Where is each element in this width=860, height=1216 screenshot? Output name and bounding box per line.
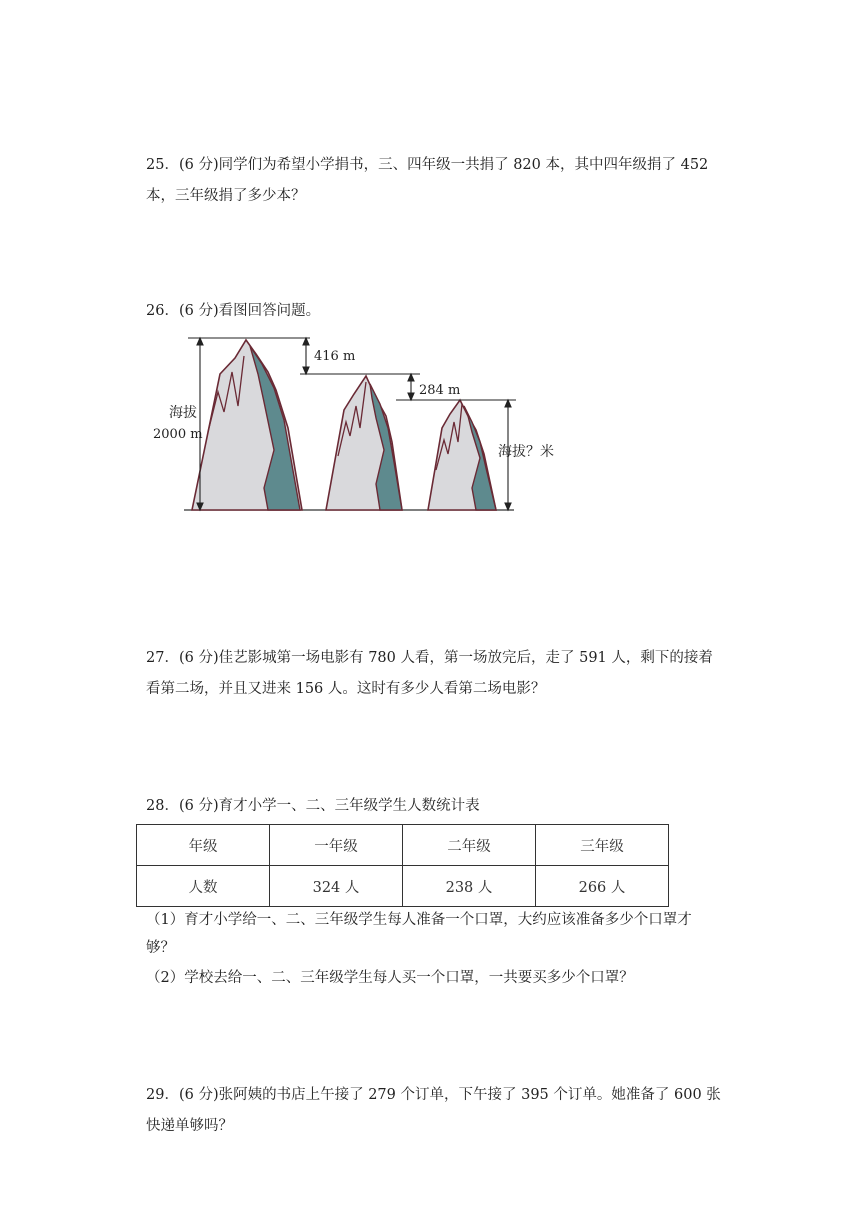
- q29-text-line2: 快递单够吗？: [146, 1118, 233, 1134]
- mountain-3: [428, 400, 496, 510]
- mountain-figure: [153, 332, 554, 518]
- q28-sub2: （2）学校去给一、二、三年级学生每人买一个口罩，一共要买多少个口罩？: [146, 970, 634, 986]
- right-label: 海拔？米: [498, 444, 554, 460]
- left-label-1: 海拔: [169, 405, 197, 421]
- q28-sub1-line2: 够？: [146, 940, 175, 956]
- table-cell: 二年级: [403, 825, 536, 866]
- student-count-table: [136, 824, 669, 907]
- label-284: 284 m: [419, 383, 461, 398]
- q28-title: 28．(6 分)育才小学一、二、三年级学生人数统计表: [146, 798, 480, 814]
- mountain-2: [326, 376, 402, 510]
- table-cell: 324 人: [270, 866, 403, 907]
- q25-text-line2: 本，三年级捐了多少本？: [146, 188, 306, 204]
- left-label-2: 2000 m: [153, 427, 203, 442]
- q27-text-line2: 看第二场，并且又进来 156 人。这时有多少人看第二场电影？: [146, 681, 546, 697]
- q25-text-line1: 25．(6 分)同学们为希望小学捐书，三、四年级一共捐了 820 本，其中四年级捐了 452: [146, 157, 709, 173]
- q27-text-line1: 27．(6 分)佳艺影城第一场电影有 780 人看，第一场放完后，走了 591 人，剩下的接着: [146, 650, 713, 666]
- label-416: 416 m: [314, 349, 356, 364]
- q29-text-line1: 29．(6 分)张阿姨的书店上午接了 279 个订单，下午接了 395 个订单。她准备了 600 张: [146, 1087, 721, 1103]
- q26-title: 26．(6 分)看图回答问题。: [146, 303, 321, 319]
- mountain-1: [192, 340, 302, 510]
- q28-sub1-line1: （1）育才小学给一、二、三年级学生每人准备一个口罩，大约应该准备多少个口罩才: [146, 912, 692, 928]
- table-cell: 266 人: [536, 866, 669, 907]
- table-row: [137, 825, 669, 866]
- table-row: [137, 866, 669, 907]
- table-cell: 三年级: [536, 825, 669, 866]
- table-cell: 一年级: [270, 825, 403, 866]
- table-cell: 人数: [137, 866, 270, 907]
- mountain-diagram: [153, 332, 554, 518]
- table-cell: 238 人: [403, 866, 536, 907]
- table-cell: 年级: [137, 825, 270, 866]
